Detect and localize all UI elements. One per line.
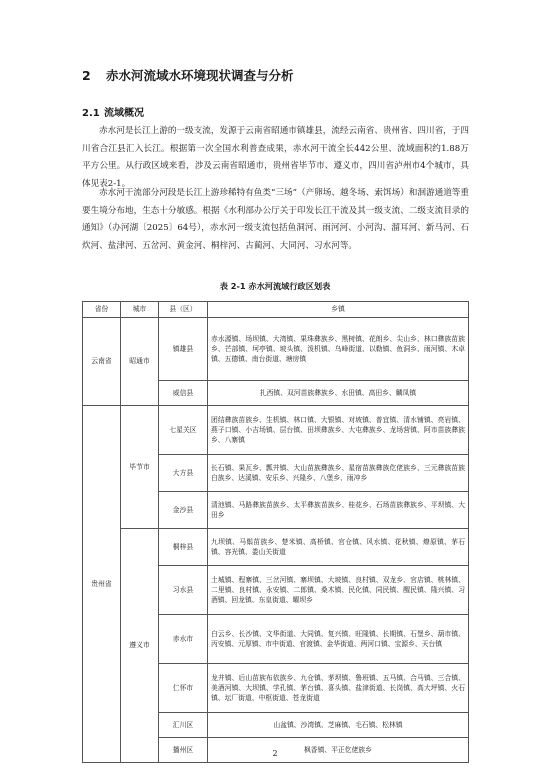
table-row — [83, 318, 469, 381]
subsection-heading — [82, 104, 144, 119]
towns-cell: 龙井镇、后山苗族布依族乡、九仓镇、茅坝镇、鲁班镇、五马镇、合马镇、三合镇、美酒河镇、大坝镇、学孔镇、茅台镇、喜头镇、盐津街道、长岗镇、高大坪镇、火石镇、坛厂街道、中枢街道、苍龙街道 — [208, 664, 469, 713]
county-cell: 仁怀市 — [159, 664, 208, 713]
county-cell: 金沙县 — [159, 492, 208, 529]
body-paragraph: 赤水河干流部分河段是长江上游珍稀特有鱼类“三场”（产卵场、越冬场、索饵场）和洄游通道等重要生境分布地，生态十分敏感。根据《水利部办公厅关于印发长江干流及其一级支流、二级支流目录的通知》（办河湖〔2025〕64号），赤水河一级支流包括鱼洞河、雨河河、小河沟、溜耳河、新马河、石炊河、盐津河、五岔河、黄金河、桐梓河、古蔺河、大同河、习水河等。 — [82, 188, 469, 251]
table-row — [83, 529, 469, 566]
section-heading — [82, 66, 294, 84]
header-towns: 乡镇 — [208, 302, 469, 318]
body-paragraph: 赤水河是长江上游的一级支流，发源于云南省昭通市镇雄县，流经云南省、贵州省、四川省，于四川省合江县汇入长江。根据第一次全国水利普查成果，赤水河干流全长442公里、流域面积约1.88万平方公里。从行政区域来看，涉及云南省昭通市，贵州省毕节市、遵义市，四川省泸州市4个城市，具体见表2-1。 — [82, 126, 469, 189]
admin-division-table — [82, 301, 469, 763]
towns-cell: 枫香镇、平正仡佬族乡 — [208, 738, 469, 763]
header-province: 省份 — [83, 302, 121, 318]
towns-cell: 山盆镇、沙湾镇、芝麻镇、毛石镇、松林镇 — [208, 713, 469, 738]
towns-cell: 白云乡、长沙镇、文华街道、大同镇、复兴镇、旺隆镇、长期镇、石堡乡、葫市镇、丙安镇、元厚镇、市中街道、官渡镇、金华街道、两河口镇、宝源乡、天台镇 — [208, 615, 469, 664]
county-cell: 赤水市 — [159, 615, 208, 664]
county-cell: 习水县 — [159, 566, 208, 615]
table-caption: 表 2-1 赤水河流域行政区划表 — [219, 281, 331, 291]
towns-cell: 扎西镇、双河苗族彝族乡、水田镇、高田乡、麟凤镇 — [208, 381, 469, 406]
towns-cell: 赤水源镇、场坝镇、大湾镇、果珠彝族乡、黑树镇、花朗乡、尖山乡、林口彝族苗族乡、芒部镇、坷亭镇、坡头镇、泼机镇、乌峰街道、以勒镇、鱼洞乡、雨河镇、木卓镇、五德镇、南台街道、塘房镇 — [208, 318, 469, 381]
county-cell: 镇雄县 — [159, 318, 208, 381]
page-number: 2 — [272, 749, 278, 758]
county-cell: 七星关区 — [159, 406, 208, 455]
section-title: 赤水河流域水环境现状调查与分析 — [106, 68, 294, 83]
city-cell: 毕节市 — [121, 406, 159, 529]
county-cell: 大方县 — [159, 455, 208, 492]
county-cell: 威信县 — [159, 381, 208, 406]
county-cell: 汇川区 — [159, 713, 208, 738]
towns-cell: 清池镇、马路彝族苗族乡、太平彝族苗族乡、桂花乡、石场苗族彝族乡、平坝镇、大田乡 — [208, 492, 469, 529]
county-cell: 桐梓县 — [159, 529, 208, 566]
towns-cell: 九坝镇、马鬃苗族乡、楚米镇、高桥镇、官仓镇、风水镇、花秋镇、燎原镇、茅石镇、容光镇、娄山关街道 — [208, 529, 469, 566]
section-number: 2 — [82, 68, 91, 83]
subsection-number: 2.1 — [82, 108, 100, 119]
header-city: 城市 — [121, 302, 159, 318]
towns-cell: 土城镇、程寨镇、三岔河镇、寨坝镇、大坡镇、良村镇、双龙乡、官店镇、桃林镇、二里镇、良村镇、永安镇、二郎镇、桑木镇、民化镇、同民镇、醒民镇、隆兴镇、习酒镇、回龙镇、东皇街道、曜坝乡 — [208, 566, 469, 615]
city-cell: 昭通市 — [121, 318, 159, 406]
province-cell: 贵州省 — [83, 406, 121, 763]
towns-cell: 团结彝族苗族乡、生机镇、林口镇、大银镇、对坡镇、普宜镇、清水铺镇、亮岩镇、燕子口镇、小吉场镇、层台镇、田坝彝族乡、大屯彝族乡、龙场营镇、阿市苗族彝族乡、八寨镇 — [208, 406, 469, 455]
county-cell: 播州区 — [159, 738, 208, 763]
table-header-row — [83, 302, 469, 318]
province-cell: 云南省 — [83, 318, 121, 406]
table-row — [83, 406, 469, 455]
subsection-title: 流域概况 — [104, 108, 144, 119]
city-cell: 遵义市 — [121, 529, 159, 763]
header-county: 县（区） — [159, 302, 208, 318]
towns-cell: 长石镇、果瓦乡、瓢井镇、大山苗族彝族乡、星宿苗族彝族仡佬族乡、三元彝族苗族白族乡、达溪镇、安乐乡、兴隆乡、八堡乡、雨冲乡 — [208, 455, 469, 492]
